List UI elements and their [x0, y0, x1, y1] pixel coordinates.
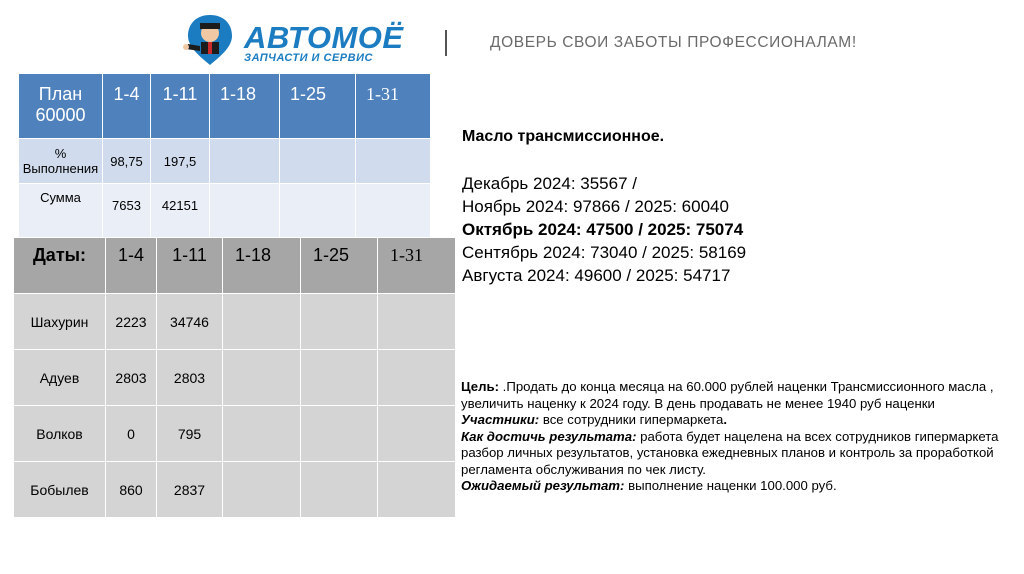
participants-label: Участники:	[461, 412, 540, 427]
table-cell	[301, 462, 378, 518]
dates-header-cell: 1-25	[301, 238, 378, 294]
table-cell: 0	[106, 406, 157, 462]
table-cell: 197,5	[151, 139, 210, 184]
plan-header-cell: 1-25	[280, 74, 356, 139]
table-cell	[223, 350, 301, 406]
dates-header-cell: 1-11	[157, 238, 223, 294]
table-cell	[223, 462, 301, 518]
table-cell: 860	[106, 462, 157, 518]
plan-header-cell: 1-31	[356, 74, 431, 139]
oil-line: Декабрь 2024: 35567 /	[462, 174, 637, 193]
how-text: работа будет нацелена на всех сотрудников гипермаркета разбор личных результатов, установка ежедневных планов и контроль за проработкой регламента обслуживания по чек листу.	[461, 428, 999, 477]
oil-line-current: Октябрь 2024: 47500 / 2025: 75074	[462, 220, 744, 239]
how-paragraph	[461, 429, 1001, 479]
table-cell	[378, 462, 456, 518]
oil-summary	[462, 128, 746, 287]
table-row	[19, 184, 431, 240]
oil-title: Масло трансмиссионное.	[462, 128, 665, 145]
plan-header-cell: План 60000	[19, 74, 103, 139]
employee-name: Волков	[14, 406, 106, 462]
table-cell	[378, 406, 456, 462]
table-cell	[301, 294, 378, 350]
slogan: ДОВЕРЬ СВОИ ЗАБОТЫ ПРОФЕССИОНАЛАМ!	[490, 34, 857, 51]
plan-table-header	[19, 74, 431, 139]
employee-name: Шахурин	[14, 294, 106, 350]
table-cell: 2803	[157, 350, 223, 406]
table-cell: 42151	[151, 184, 210, 240]
table-cell: 795	[157, 406, 223, 462]
table-cell: 7653	[103, 184, 151, 240]
dates-header-cell: 1-4	[106, 238, 157, 294]
expected-paragraph	[461, 478, 1001, 495]
plan-header-cell: 1-18	[210, 74, 280, 139]
goal-description	[461, 379, 1001, 495]
table-cell	[280, 139, 356, 184]
plan-header-cell: 1-11	[151, 74, 210, 139]
table-cell	[301, 406, 378, 462]
expected-text: выполнение наценки 100.000 руб.	[624, 478, 837, 493]
how-label: Как достичь результата:	[461, 428, 637, 444]
dates-header-cell: Даты:	[14, 238, 106, 294]
goal-label: Цель:	[461, 379, 500, 394]
plan-table	[18, 73, 431, 240]
table-cell: 2223	[106, 294, 157, 350]
mascot-pin-icon	[178, 14, 238, 66]
dates-table-header	[14, 238, 456, 294]
table-cell: 2803	[106, 350, 157, 406]
participants-paragraph: Участники: все сотрудники гипермаркета.	[461, 412, 728, 427]
participants-text: все сотрудники гипермаркета	[539, 412, 724, 427]
table-cell	[301, 350, 378, 406]
dates-header-cell: 1-31	[378, 238, 456, 294]
oil-line: Ноябрь 2024: 97866 / 2025: 60040	[462, 197, 729, 216]
employee-name: Адуев	[14, 350, 106, 406]
table-cell: 34746	[157, 294, 223, 350]
table-cell	[223, 406, 301, 462]
table-cell	[378, 350, 456, 406]
employee-name: Бобылев	[14, 462, 106, 518]
table-cell	[223, 294, 301, 350]
table-row	[14, 350, 456, 406]
brand-subtitle: ЗАПЧАСТИ И СЕРВИС	[244, 52, 373, 64]
plan-header-cell: 1-4	[103, 74, 151, 139]
table-cell	[210, 139, 280, 184]
table-cell	[210, 184, 280, 240]
table-cell: 2837	[157, 462, 223, 518]
table-cell: 98,75	[103, 139, 151, 184]
goal-paragraph	[461, 379, 1001, 412]
brand-name: АВТОМОЁ	[244, 20, 404, 55]
table-cell: % Выполнения	[19, 139, 103, 184]
table-row	[14, 294, 456, 350]
table-row	[14, 406, 456, 462]
oil-line: Августа 2024: 49600 / 2025: 54717	[462, 266, 731, 285]
oil-line: Сентябрь 2024: 73040 / 2025: 58169	[462, 243, 747, 262]
table-cell	[356, 184, 431, 240]
header-divider	[445, 30, 447, 56]
table-cell	[378, 294, 456, 350]
table-cell: Сумма	[19, 184, 103, 240]
dates-table	[13, 237, 456, 518]
table-row	[19, 139, 431, 184]
dates-header-cell: 1-18	[223, 238, 301, 294]
goal-text: .Продать до конца месяца на 60.000 рублей наценки Трансмиссионного масла , увеличить наценку к 2024 году. В день продавать не менее 1940 руб наценки	[461, 379, 994, 411]
table-row	[14, 462, 456, 518]
company-logo	[178, 14, 408, 66]
table-cell	[280, 184, 356, 240]
table-cell	[356, 139, 431, 184]
expected-label: Ожидаемый результат:	[461, 478, 625, 493]
